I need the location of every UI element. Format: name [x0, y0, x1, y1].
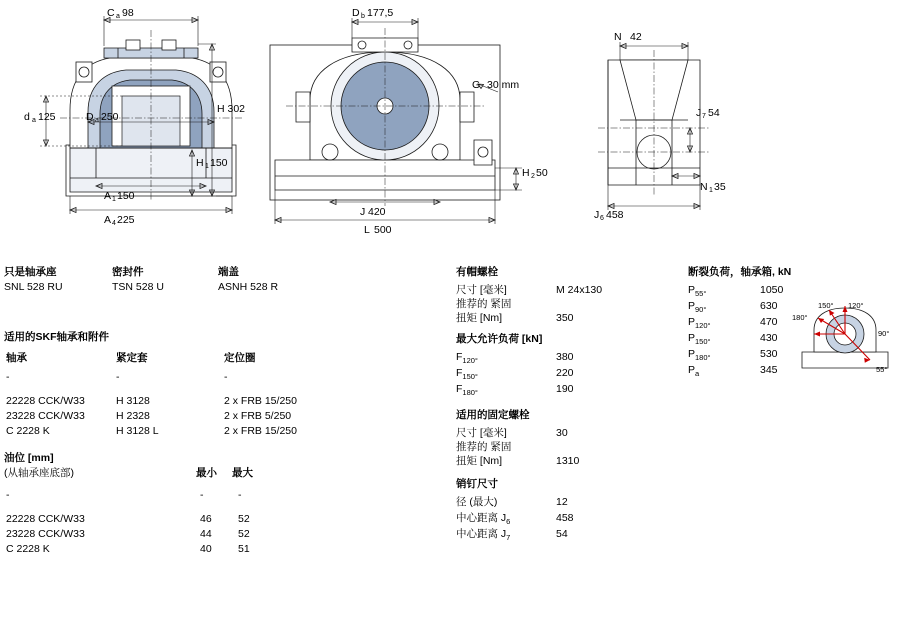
- svg-text:L: L: [364, 224, 370, 236]
- cell: H 3128 L: [116, 425, 159, 437]
- bearings-table-title: 适用的SKF轴承和附件: [4, 331, 109, 343]
- sym: P: [688, 300, 696, 312]
- cell: 2 x FRB 15/250: [224, 395, 297, 407]
- bearings-header-2: 定位圈: [224, 352, 256, 364]
- fix-tighten-label: 推荐的 紧固: [456, 441, 512, 453]
- pin-j7-sub: 7: [506, 533, 511, 543]
- oil-table: [4, 487, 252, 558]
- sub: a: [695, 369, 700, 379]
- svg-text:H 302: H 302: [217, 103, 246, 115]
- rupture-label-2: [688, 316, 711, 332]
- rupture-value-2: 470: [760, 316, 778, 328]
- svg-text:500: 500: [374, 224, 392, 236]
- load-row-0: [456, 351, 478, 367]
- cell: 22228 CCK/W33: [6, 395, 85, 407]
- seal-title: 密封件: [112, 266, 144, 278]
- sym: P: [688, 316, 696, 328]
- pin-j6-text: 中心距离 J: [456, 512, 507, 524]
- svg-text:125: 125: [38, 111, 56, 123]
- svg-text:1: 1: [205, 163, 209, 170]
- rupture-value-0: 1050: [760, 284, 784, 296]
- rupture-value-4: 530: [760, 348, 778, 360]
- angle-label-120: 120°: [848, 301, 864, 310]
- cap-bolt-torque-label: 扭矩 [Nm]: [456, 312, 503, 324]
- load-symbol: F: [456, 367, 463, 379]
- svg-text:G: G: [472, 79, 481, 91]
- cell: 46: [200, 513, 212, 525]
- angle-label-55: 55°: [876, 365, 888, 374]
- svg-text:N: N: [700, 181, 708, 193]
- load-row-1: [456, 367, 478, 383]
- load-subscript: 180°: [462, 388, 478, 398]
- svg-text:458: 458: [606, 209, 624, 221]
- fix-torque-value: 1310: [556, 455, 580, 467]
- svg-text:7: 7: [702, 113, 706, 120]
- sym: P: [688, 364, 696, 376]
- seal-value: TSN 528 U: [112, 281, 164, 293]
- svg-text:1: 1: [709, 187, 713, 194]
- rupture-label-1: [688, 300, 706, 316]
- svg-text:6: 6: [600, 215, 604, 222]
- svg-text:177,5: 177,5: [367, 7, 394, 19]
- rupture-label-4: [688, 348, 711, 364]
- end-cover-value: ASNH 528 R: [218, 281, 279, 293]
- cell: 40: [200, 543, 212, 555]
- rupture-label-0: [688, 284, 706, 300]
- svg-text:N: N: [614, 31, 622, 43]
- cell: 52: [238, 528, 250, 540]
- pin-j7-label: [456, 528, 510, 544]
- cell: -: [116, 371, 120, 383]
- sub: 180°: [695, 353, 711, 363]
- cap-bolt-size-label: 尺寸 [毫米]: [456, 284, 507, 296]
- cap-bolt-tighten-label: 推荐的 紧固: [456, 298, 512, 310]
- pin-j6-sub: 6: [506, 517, 511, 527]
- cell: 51: [238, 543, 250, 555]
- load-value-0: 380: [556, 351, 574, 363]
- cell: 23228 CCK/W33: [6, 528, 85, 540]
- load-subscript: 120°: [462, 356, 478, 366]
- fixing-bolts-title: 适用的固定螺栓: [456, 409, 530, 421]
- svg-text:420: 420: [368, 206, 386, 218]
- sub: 55°: [695, 289, 707, 299]
- svg-text:42: 42: [630, 31, 642, 43]
- sym: P: [688, 332, 696, 344]
- pin-dia-value: 12: [556, 496, 568, 508]
- table-row: [6, 528, 250, 541]
- bearings-header-1: 紧定套: [116, 352, 148, 364]
- pin-j6-value: 458: [556, 512, 574, 524]
- pin-j7-text: 中心距离 J: [456, 528, 507, 540]
- cell: C 2228 K: [6, 543, 50, 555]
- top-view-drawing: [594, 31, 726, 222]
- side-view-drawing: [270, 7, 548, 236]
- svg-text:A: A: [104, 214, 112, 226]
- housing-only-value: SNL 528 RU: [4, 281, 63, 293]
- load-row-2: [456, 383, 478, 399]
- svg-text:225: 225: [117, 214, 135, 226]
- svg-text:a: a: [95, 117, 99, 124]
- front-view-drawing: [24, 7, 245, 227]
- oil-table-subtitle: (从轴承座底部): [4, 467, 74, 479]
- svg-text:d: d: [24, 111, 30, 123]
- oil-header-min: 最小: [196, 467, 217, 479]
- pin-dia-label: 径 (最大): [456, 496, 498, 508]
- angle-label-180: 180°: [792, 313, 808, 322]
- table-row: [6, 513, 250, 526]
- table-row: [6, 371, 297, 384]
- cap-bolt-torque-value: 350: [556, 312, 574, 324]
- svg-text:35: 35: [714, 181, 726, 193]
- svg-text:D: D: [352, 7, 360, 19]
- svg-text:J: J: [594, 209, 600, 221]
- bearings-table: [4, 348, 299, 440]
- load-subscript: 150°: [462, 372, 478, 382]
- load-direction-diagram: [790, 300, 900, 380]
- fix-size-value: 30: [556, 427, 568, 439]
- sub: 120°: [695, 321, 711, 331]
- fix-size-label: 尺寸 [毫米]: [456, 427, 507, 439]
- cell: -: [224, 371, 228, 383]
- housing-only-title: 只是轴承座: [4, 266, 57, 278]
- svg-text:a: a: [116, 13, 120, 20]
- cap-bolt-size-value: M 24x130: [556, 284, 603, 296]
- svg-text:D: D: [86, 111, 94, 123]
- svg-text:2: 2: [531, 173, 535, 180]
- svg-text:150: 150: [117, 190, 135, 202]
- load-value-1: 220: [556, 367, 574, 379]
- sym: P: [688, 348, 696, 360]
- svg-text:J: J: [696, 107, 702, 119]
- cell: 2 x FRB 15/250: [224, 425, 297, 437]
- svg-text:J: J: [360, 206, 366, 218]
- bearings-header-0: 轴承: [6, 352, 27, 364]
- load-symbol: F: [456, 383, 463, 395]
- rupture-value-5: 345: [760, 364, 778, 376]
- oil-table-title: 油位 [mm]: [4, 452, 54, 464]
- rupture-label-5: [688, 364, 699, 380]
- svg-text:1: 1: [112, 196, 116, 203]
- cell: -: [200, 489, 204, 501]
- pin-j7-value: 54: [556, 528, 568, 540]
- cell: 2 x FRB 5/250: [224, 410, 292, 422]
- table-row: [6, 489, 250, 502]
- max-load-title: 最大允许负荷 [kN]: [456, 333, 543, 345]
- rupture-label-3: [688, 332, 711, 348]
- svg-text:a: a: [32, 117, 36, 124]
- angle-label-90: 90°: [878, 329, 890, 338]
- load-symbol: F: [456, 351, 463, 363]
- table-row: [6, 410, 297, 423]
- table-row: [6, 425, 297, 438]
- svg-text:54: 54: [708, 107, 720, 119]
- sub: 90°: [695, 305, 707, 315]
- pin-j6-label: [456, 512, 510, 528]
- oil-header-max: 最大: [232, 467, 253, 479]
- table-row: [6, 395, 297, 408]
- svg-text:b: b: [361, 13, 365, 20]
- svg-text:150: 150: [210, 157, 228, 169]
- load-value-2: 190: [556, 383, 574, 395]
- cell: -: [238, 489, 242, 501]
- table-row: [6, 543, 250, 556]
- svg-text:C: C: [107, 7, 115, 19]
- fix-torque-label: 扭矩 [Nm]: [456, 455, 503, 467]
- svg-text:4: 4: [112, 220, 116, 227]
- sub: 150°: [695, 337, 711, 347]
- cell: 22228 CCK/W33: [6, 513, 85, 525]
- cell: H 2328: [116, 410, 150, 422]
- cell: -: [6, 489, 10, 501]
- sym: P: [688, 284, 696, 296]
- svg-text:98: 98: [122, 7, 134, 19]
- cap-bolts-title: 有帽螺栓: [456, 266, 498, 278]
- pin-title: 销钉尺寸: [456, 478, 498, 490]
- cell: 44: [200, 528, 212, 540]
- rupture-value-3: 430: [760, 332, 778, 344]
- svg-text:A: A: [104, 190, 112, 202]
- svg-text:30 mm: 30 mm: [487, 79, 520, 91]
- cell: H 3128: [116, 395, 150, 407]
- svg-text:250: 250: [101, 111, 119, 123]
- svg-text:H: H: [522, 167, 530, 179]
- end-cover-title: 端盖: [218, 266, 239, 278]
- rupture-title: 断裂负荷，轴承箱, kN: [688, 266, 792, 278]
- technical-drawings: [0, 0, 900, 240]
- svg-text:H: H: [196, 157, 204, 169]
- cell: 23228 CCK/W33: [6, 410, 85, 422]
- cell: 52: [238, 513, 250, 525]
- cell: -: [6, 371, 10, 383]
- rupture-value-1: 630: [760, 300, 778, 312]
- cell: C 2228 K: [6, 425, 50, 437]
- angle-label-150: 150°: [818, 301, 834, 310]
- svg-text:50: 50: [536, 167, 548, 179]
